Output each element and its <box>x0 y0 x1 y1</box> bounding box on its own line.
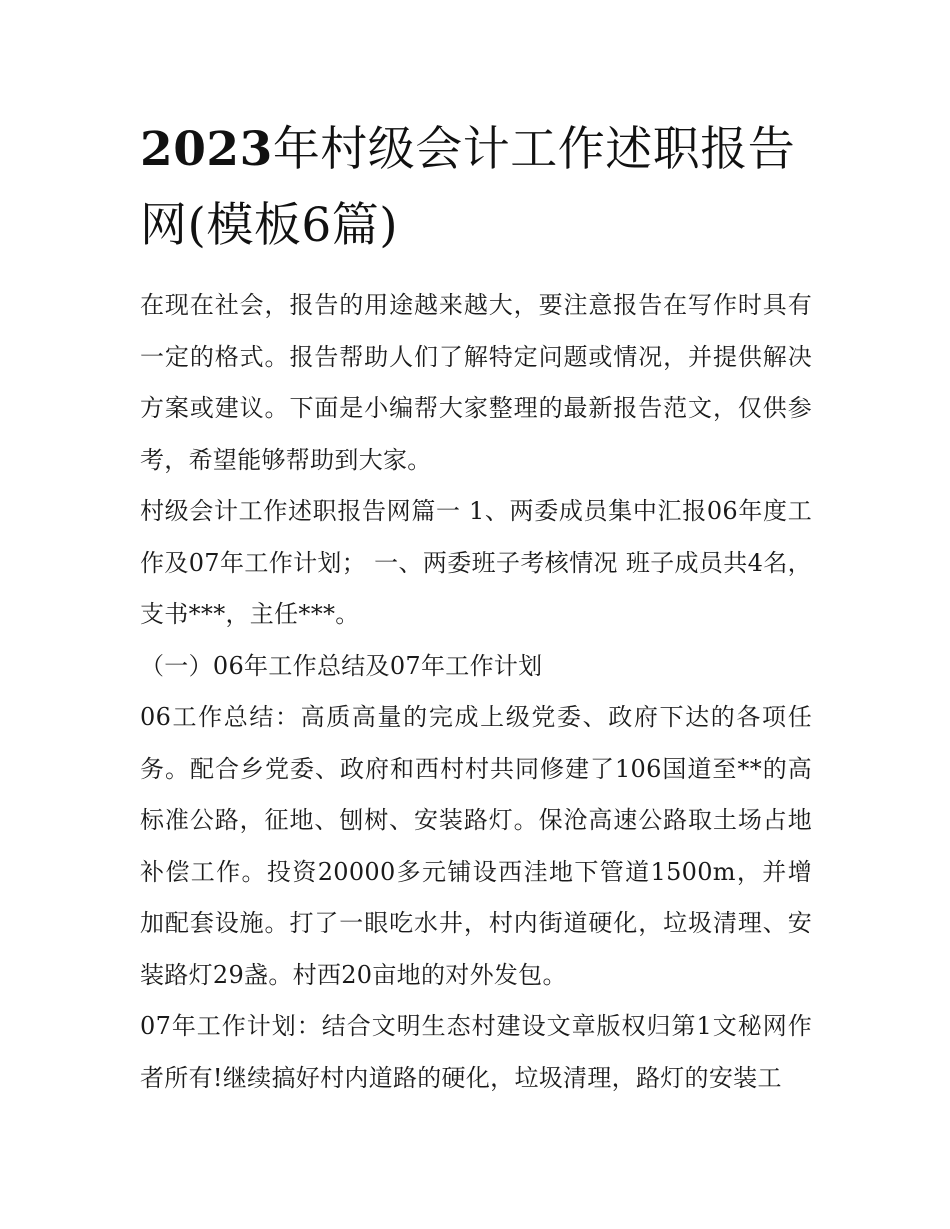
title-text: 年村级会计工作述职报告网(模板6篇) <box>140 122 796 253</box>
document-title <box>140 112 812 264</box>
paragraph-intro: 在现在社会，报告的用途越来越大，要注意报告在写作时具有一定的格式。报告帮助人们了解特定问题或情况，并提供解决方案或建议。下面是小编帮大家整理的最新报告范文，仅供参考，希望能够帮助到大家。 <box>140 291 812 474</box>
paragraph-section-one: 村级会计工作述职报告网篇一 1、两委成员集中汇报06年度工作及07年工作计划； 一、两委班子考核情况 班子成员共4名，支书***，主任***。 <box>140 497 812 628</box>
paragraph-subheading: （一）06年工作总结及07年工作计划 <box>140 651 543 680</box>
title-year: 2023 <box>140 122 273 177</box>
paragraph-plan-07: 07年工作计划：结合文明生态村建设文章版权归第1文秘网作者所有!继续搞好村内道路的硬化，垃圾清理，路灯的安装工 <box>140 1012 812 1092</box>
paragraph-summary-06: 06工作总结：高质高量的完成上级党委、政府下达的各项任务。配合乡党委、政府和西村村共同修建了106国道至**的高标准公路，征地、刨树、安装路灯。保沧高速公路取土场占地补偿工作。投资20000多元铺设西洼地下管道1500m，并增加配套设施。打了一眼吃水井，村内街道硬化，垃圾清理、安装路灯29盏。村西20亩地的对外发包。 <box>140 703 812 989</box>
document-page <box>140 112 812 1104</box>
